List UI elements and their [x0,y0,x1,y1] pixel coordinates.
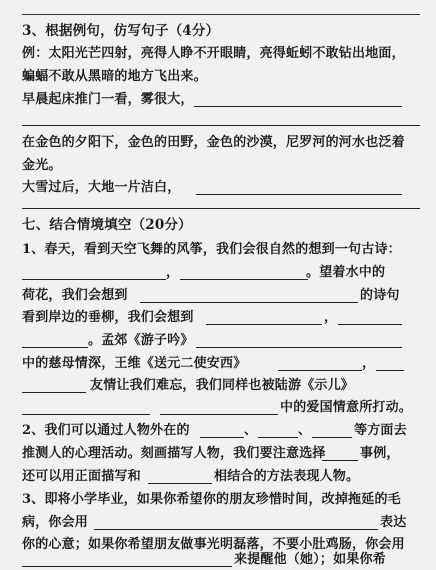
s7-q2-sep-2: 、 [298,423,312,438]
s7-q2-blank-3[interactable] [312,437,352,438]
s7-q1-blank-7[interactable] [196,347,402,348]
s7-q1-line6: 中的慈母情深，王维《送元二使安西》 [22,356,247,371]
s7-q1-line3-start: 荷花，我们会想到 [22,288,128,303]
q3-prompt-2: 大雪过后，大地一片洁白， [22,180,181,195]
s7-q3-line4: 来提醒他（她）；如果你希 [234,552,386,567]
s7-q1-blank-10[interactable] [22,392,86,393]
s7-q2-line1-start: 2、我们可以通过人物外在的 [22,423,190,438]
top-divider [22,14,420,15]
s7-q1-blank-5[interactable] [338,324,402,325]
q3-paragraph-line2: 金光。 [22,158,62,173]
s7-q1-line7: 友情让我们难忘，我们同样也被陆游《示儿》 [90,378,355,393]
s7-q1-blank-4[interactable] [206,324,322,325]
s7-q2-line1-end: 等方面去 [354,423,407,438]
s7-q3-line2-end: 表达 [380,515,407,530]
s7-q2-blank-5[interactable] [148,483,212,484]
s7-q1-comma-1: ， [166,265,180,280]
s7-q3-blank-1[interactable] [94,529,378,530]
s7-q3-line3: 你的心意；如果你希望朋友做事光明磊落，不要小肚鸡肠，你会用 [22,537,405,552]
q3-example-line1: 例：太阳光芒四射，亮得人睁不开眼睛，亮得蚯蚓不敢钻出地面， [22,46,405,61]
s7-q1-line4-start: 看到岸边的垂柳，我们会想到 [22,310,194,325]
section7-title: 七、结合情境填空（20分） [22,217,192,233]
s7-q2-line3-start: 还可以用正面描写和 [22,469,141,484]
q3-answer-blank-1[interactable] [194,106,402,107]
s7-q1-blank-12[interactable] [160,414,278,415]
q3-answer-blank-3[interactable] [196,194,402,195]
s7-q2-blank-1[interactable] [200,437,244,438]
s7-q1-comma-3: ， [362,356,376,371]
s7-q1-line2-end: 。望着水中的 [306,265,386,280]
s7-q1-blank-11[interactable] [22,414,150,415]
s7-q2-line2: 推测人的心理活动。刻画描写人物，我们要注意选择 [22,446,326,461]
s7-q1-line1: 1、春天，看到天空飞舞的风筝，我们会很自然的想到一句古诗： [22,242,401,257]
s7-q1-blank-8[interactable] [278,370,362,371]
s7-q3-line1: 3、即将小学毕业，如果你希望你的朋友珍惜时间，改掉拖延的毛 [22,492,401,507]
s7-q2-sep-1: 、 [244,423,258,438]
s7-q1-comma-2: ， [324,310,338,325]
q3-title: 3、根据例句，仿写句子（4分） [22,23,220,39]
q3-answer-blank-2[interactable] [22,125,420,126]
s7-q1-line8: 中的爱国情意所打动。 [280,400,413,415]
s7-q1-blank-6[interactable] [22,347,88,348]
s7-q3-blank-2[interactable] [22,566,232,567]
s7-q1-line3-end: 的诗句 [360,288,400,303]
s7-q2-line3-end: 相结合的方法表现人物。 [214,469,360,484]
s7-q2-line2-end: 事例， [360,446,400,461]
s7-q1-blank-1[interactable] [22,279,166,280]
q3-prompt-1: 早晨起床推门一看，雾很大， [22,92,194,107]
q3-answer-blank-4[interactable] [22,208,420,209]
s7-q1-line5: 。孟郊《游子吟》 [88,333,194,348]
s7-q1-blank-9[interactable] [376,370,404,371]
q3-example-line2: 蝙蝠不敢从黑暗的地方飞出来。 [22,69,207,84]
s7-q3-line2-start: 病，你会用 [22,515,89,530]
q3-paragraph-line1: 在金色的夕阳下，金色的田野，金色的沙漠，尼罗河的河水也泛着 [22,135,405,150]
s7-q1-blank-2[interactable] [180,279,308,280]
s7-q1-blank-3[interactable] [140,302,358,303]
s7-q2-blank-2[interactable] [258,437,298,438]
s7-q2-blank-4[interactable] [322,460,358,461]
